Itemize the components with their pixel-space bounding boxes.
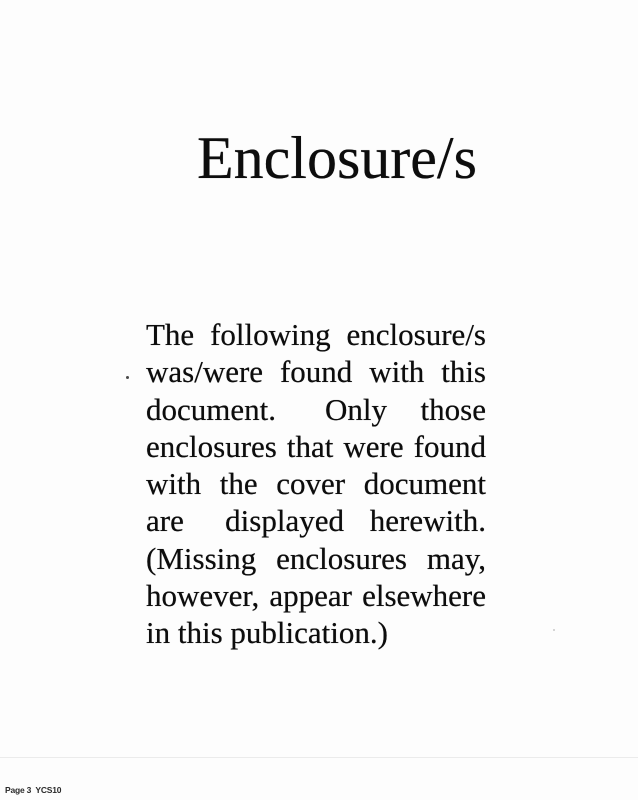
- body-line: (Missing enclosures may,: [146, 540, 486, 576]
- body-line: document. Only those: [146, 391, 486, 427]
- page-footer-label: Page 3 YCS10: [5, 785, 62, 795]
- scan-artifact-dot: [553, 629, 555, 631]
- body-line: with the cover document: [146, 466, 486, 502]
- body-line: are displayed herewith.: [146, 503, 486, 539]
- body-line: was/were found with this: [146, 354, 486, 390]
- body-line: The following enclosure/s: [146, 317, 486, 352]
- body-line: in this publication.): [146, 615, 388, 651]
- footer-separator-line: [0, 757, 638, 758]
- body-line: enclosures that were found: [146, 428, 486, 464]
- body-line: however, appear elsewhere: [146, 578, 486, 614]
- scan-artifact-dot: [126, 376, 129, 379]
- page-title: Enclosure/s: [197, 125, 477, 191]
- body-paragraph: [146, 316, 486, 652]
